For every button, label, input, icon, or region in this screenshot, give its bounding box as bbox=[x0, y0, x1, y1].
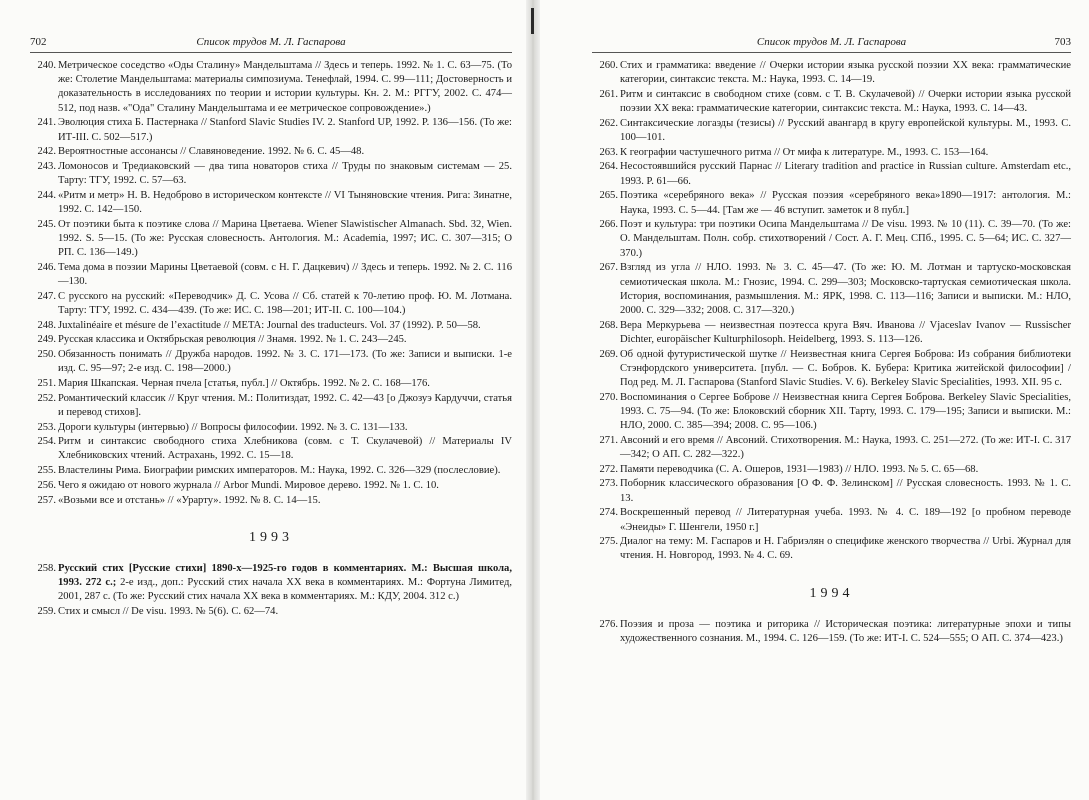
entry-number: 253. bbox=[37, 421, 56, 433]
running-header-left bbox=[30, 34, 512, 53]
entry-text: Властелины Рима. Биографии римских императоров. М.: Наука, 1992. С. 326—329 (послесловие). bbox=[58, 465, 501, 477]
entry-text: Вероятностные ассонансы // Славяноведение. 1992. № 6. С. 45—48. bbox=[58, 146, 365, 158]
entry-number: 254. bbox=[37, 436, 56, 448]
entry-text: Обязанность понимать // Дружба народов. 1992. № 3. С. 171—173. (То же: Записи и выписки. 1-е изд. С. 95—97; 2-е изд. С. 198—2000.) bbox=[58, 349, 512, 375]
bibliography-entry bbox=[30, 494, 512, 508]
entry-number: 275. bbox=[599, 536, 618, 548]
bibliography-entry bbox=[30, 59, 512, 116]
entry-text: Ритм и синтаксис свободного стиха Хлебникова (совм. с Т. Скулачевой) // Материалы IV Хлебниковских чтений. Астрахань, 1992. С. 15—18. bbox=[58, 436, 512, 462]
entry-text: Поэтика «серебряного века» // Русская поэзия «серебряного века»1890—1917: антология. М.: Наука, 1993. С. 5—44. [Там же — 46 вступит. заметок и 8 публ.] bbox=[620, 190, 1071, 216]
entry-text: Взгляд из угла // НЛО. 1993. № 3. С. 45—47. (То же: Ю. М. Лотман и тартуско-московская семиотическая школа. М.: Гнозис, 1994. С. 299—303; Московско-тартуская семиотическая школа. История, воспоминания, размышления. М.: ЯРК, 1998. С. 113—116; Записи и выписки. М.: НЛО, 2000. С. 329—332; 2008. С. 317—320.) bbox=[620, 262, 1071, 316]
entry-text: Несостоявшийся русский Парнас // Literary tradition and practice in Russian culture. Amsterdam etc., 1993. P. 61—66. bbox=[620, 161, 1071, 187]
entry-number: 269. bbox=[599, 348, 618, 360]
bibliography-entry bbox=[592, 319, 1071, 347]
entry-text: Авсоний и его время // Авсоний. Стихотворения. М.: Наука, 1993. С. 251—272. (То же: ИТ-I. С. 317—342; О АП. С. 282—322.) bbox=[620, 434, 1071, 460]
entry-text: От поэтики быта к поэтике слова // Марина Цветаева. Wiener Slawistischer Almanach. Sbd. 32, Wien. 1992. S. 5—15. (То же: Русская словесность. Антология. М.: Academia, 1997; ИС. С. 307—315; О РП. С. 136—149.) bbox=[58, 218, 512, 259]
left-page bbox=[0, 0, 526, 800]
bibliography-entry bbox=[30, 261, 512, 289]
bibliography-entry bbox=[592, 506, 1071, 534]
entry-text: Диалог на тему: М. Гаспаров и Н. Габриэлян о специфике женского творчества // Urbi. Журнал для чтения. Н. Новгород, 1993. № 4. С. 69. bbox=[620, 536, 1071, 562]
bibliography-entry bbox=[30, 160, 512, 188]
bibliography-entry bbox=[592, 535, 1071, 563]
bibliography-entry bbox=[30, 218, 512, 261]
entry-number: 242. bbox=[37, 146, 56, 158]
bibliography-entry-258 bbox=[30, 562, 512, 605]
entry-number: 273. bbox=[599, 478, 618, 490]
bibliography-entry bbox=[30, 189, 512, 217]
bibliography-entry bbox=[30, 392, 512, 420]
entry-text: Ритм и синтаксис в свободном стихе (совм. с Т. В. Скулачевой) // Очерки истории языка русской поэзии ХХ века: грамматические категории, синтаксис текста. М.: Наука, 1993. С. 14—43. bbox=[620, 88, 1071, 115]
bibliography-entry bbox=[592, 160, 1071, 188]
entry-number: 255. bbox=[37, 465, 56, 477]
entry-number: 262. bbox=[599, 117, 618, 129]
bibliography-entry bbox=[592, 618, 1071, 646]
bibliography-entry bbox=[30, 319, 512, 333]
bibliography-entry bbox=[30, 435, 512, 463]
bibliography-entry bbox=[592, 88, 1071, 116]
entry-number: 245. bbox=[37, 218, 56, 230]
entry-text: Воскрешенный перевод // Литературная учеба. 1993. № 4. С. 189—192 [о пробном переводе «Энеиды» Г. Шенгели, 1950 г.] bbox=[620, 507, 1071, 533]
entry-text: Чего я ожидаю от нового журнала // Arbor Mundi. Мировое дерево. 1992. № 1. С. 10. bbox=[58, 479, 439, 491]
entry-text: «Возьми все и отстань» // «Урарту». 1992. № 8. С. 14—15. bbox=[58, 494, 321, 506]
bibliography-entry bbox=[30, 479, 512, 493]
entry-number: 258. bbox=[37, 562, 56, 574]
bibliography-entry bbox=[592, 218, 1071, 261]
entry-text: Поэт и культура: три поэтики Осипа Мандельштама // De visu. 1993. № 10 (11). С. 39—70. (То же: О. Мандельштам. Полн. собр. стихотворений / Сост. А. Г. Мец. СПб., 1995. С. 5—64; ИС. С. 327—370.) bbox=[620, 219, 1071, 259]
entry-text: Ломоносов и Тредиаковский — два типа новаторов стиха // Труды по знаковым системам — 25. Тарту: ТГУ, 1992. С. 57—63. bbox=[58, 160, 512, 187]
entry-text: Juxtalinéaire et mésure de l’exactitude // META: Journal des traducteurs. Vol. 37 (1992). P. 50—58. bbox=[58, 319, 481, 331]
entry-number: 248. bbox=[37, 319, 56, 331]
entry-text: Поборник классического образования [О Ф. Ф. Зелинском] // Русская словесность. 1993. № 1. С. 13. bbox=[620, 478, 1071, 504]
gutter-mark bbox=[531, 8, 534, 34]
year-heading-1994: 1994 bbox=[809, 585, 854, 601]
entry-number: 241. bbox=[37, 117, 56, 129]
bibliography-entry bbox=[30, 145, 512, 159]
entry-text: Стих и смысл // De visu. 1993. № 5(6). С. 62—74. bbox=[58, 605, 279, 617]
entry-number: 267. bbox=[599, 262, 618, 274]
bibliography-entry-259 bbox=[30, 605, 512, 619]
bibliography-entry bbox=[592, 146, 1071, 160]
bibliography-entry bbox=[592, 463, 1071, 477]
bibliography-entry bbox=[592, 434, 1071, 462]
entry-text: «Ритм и метр» Н. В. Недоброво в историческом контексте // VI Тыняновские чтения. Рига: Зинатне, 1992. С. 142—150. bbox=[58, 189, 512, 216]
entry-number: 251. bbox=[37, 377, 56, 389]
entry-number: 260. bbox=[599, 60, 618, 71]
entry-number: 240. bbox=[37, 60, 56, 71]
entry-text: Воспоминания о Сергее Боброве // Неизвестная книга Сергея Боброва. Berkeley Slavic Specialities, 1993. С. 75—94. (То же: Блоковский сборник XII. Тарту, 1993. С. 179—195; Записи и выписки. М.: НЛО, 2000. С. 385—394; 2008. С. 95—106.) bbox=[620, 391, 1071, 432]
running-header-right bbox=[592, 34, 1071, 53]
entry-text: Дороги культуры (интервью) // Вопросы философии. 1992. № 3. С. 131—133. bbox=[58, 421, 408, 433]
bibliography-entry bbox=[592, 117, 1071, 145]
entry-number: 246. bbox=[37, 261, 56, 273]
bibliography-entry bbox=[30, 348, 512, 376]
entry-text: К географии частушечного ритма // От мифа к литературе. М., 1993. С. 153—164. bbox=[620, 146, 989, 158]
entry-text: Эволюция стиха Б. Пастернака // Stanford Slavic Studies IV. 2. Stanford UP, 1992. P. 136—156. (То же: ИТ-III. С. 502—517.) bbox=[58, 117, 512, 143]
bibliography-entry bbox=[592, 59, 1071, 87]
entry-number: 261. bbox=[599, 88, 618, 100]
entry-number: 265. bbox=[599, 190, 618, 202]
entry-number: 259. bbox=[37, 605, 56, 617]
running-title-right: Список трудов М. Л. Гаспарова bbox=[756, 36, 907, 48]
bibliography-entry bbox=[592, 391, 1071, 434]
bibliography-entry bbox=[30, 116, 512, 144]
bibliography-entry bbox=[30, 464, 512, 478]
entry-text: Романтический классик // Круг чтения. М.: Политиздат, 1992. С. 42—43 [о Джозуэ Кардуччи, статья и перевод стихов]. bbox=[58, 392, 512, 418]
bibliography-entry bbox=[30, 377, 512, 391]
entry-number: 256. bbox=[37, 479, 56, 491]
bibliography-entry bbox=[30, 333, 512, 347]
page-number-left: 702 bbox=[30, 36, 47, 48]
bibliography-entry bbox=[592, 261, 1071, 318]
entry-number: 247. bbox=[37, 290, 56, 302]
entry-number: 274. bbox=[599, 507, 618, 519]
entry-number: 271. bbox=[599, 434, 618, 446]
bibliography-entry bbox=[592, 477, 1071, 505]
entries-list-1993 bbox=[592, 59, 1071, 564]
entries-list-1994 bbox=[592, 618, 1071, 646]
entry-text: Памяти переводчика (С. А. Ошеров, 1931—1983) // НЛО. 1993. № 5. С. 65—68. bbox=[620, 463, 979, 475]
bibliography-entry bbox=[592, 348, 1071, 391]
bibliography-entry bbox=[592, 189, 1071, 217]
right-page bbox=[540, 0, 1089, 800]
year-heading-1993: 1993 bbox=[249, 529, 293, 545]
bibliography-entry bbox=[30, 290, 512, 318]
entry-number: 257. bbox=[37, 494, 56, 506]
book-gutter bbox=[526, 0, 540, 800]
entry-number: 250. bbox=[37, 349, 56, 361]
entries-list-1992 bbox=[30, 59, 512, 508]
entry-number: 243. bbox=[37, 160, 56, 172]
running-title-left: Список трудов М. Л. Гаспарова bbox=[196, 36, 346, 48]
entry-text: Метрическое соседство «Оды Сталину» Мандельштама // Здесь и теперь. 1992. № 1. С. 63—75. (То же: Столетие Мандельштама: материалы симпозиума. Тенефлай, 1994. С. 99—111; Достоверность и доказательность в исследованиях по теории и истории культуры. Кн. 2. М.: РГГУ, 2002. С. 474—512, под назв. «"Ода" Сталину Мандельштама и ее метрическое сопровождение».) bbox=[58, 60, 512, 114]
bibliography-entry bbox=[30, 421, 512, 435]
entry-text: Тема дома в поэзии Марины Цветаевой (совм. с Н. Г. Дацкевич) // Здесь и теперь. 1992. № 2. С. 116—130. bbox=[58, 261, 512, 288]
entry-text: 2-е изд., доп.: Русский стих начала ХХ века в комментариях. М.: Фортуна Лимитед, 2001, 287 с. (То же: Русский стих начала ХХ века в комментариях. М.: КДУ, 2004. 312 с.) bbox=[58, 577, 512, 603]
entry-text: Об одной футуристической шутке // Неизвестная книга Сергея Боброва: Из собрания библиотеки Стэнфордского университета. [публ. — С. Бобров. К. Бубера: Критика житейской философии] / Под ред. М. Л. Гаспарова (Stanford Slavic Studies. V. 6). Berkeley Slavic Specialities, 1993. XII. 95 с. bbox=[620, 348, 1071, 388]
entry-text: Мария Шкапская. Черная пчела [статья, публ.] // Октябрь. 1992. № 2. С. 168—176. bbox=[58, 377, 430, 389]
entry-number: 252. bbox=[37, 392, 56, 404]
entry-number: 249. bbox=[37, 334, 56, 346]
entry-number: 266. bbox=[599, 219, 618, 231]
entry-text: Русская классика и Октябрьская революция // Знамя. 1992. № 1. С. 243—245. bbox=[58, 334, 407, 346]
entry-number: 264. bbox=[599, 161, 618, 173]
entry-text: Вера Меркурьева — неизвестная поэтесса круга Вяч. Иванова // Vjaceslav Ivanov — Russischer Dichter, europäischer Kulturphilosoph. Heidelberg, 1993. S. 113—126. bbox=[620, 319, 1071, 345]
entry-number: 268. bbox=[599, 319, 618, 331]
entry-text: Поэзия и проза — поэтика и риторика // Историческая поэтика: литературные эпохи и типы художественного сознания. М., 1994. С. 126—159. (То же: ИТ-I. С. 524—555; О АП. С. 374—423.) bbox=[620, 618, 1071, 644]
entry-number: 244. bbox=[37, 189, 56, 201]
entry-number: 272. bbox=[599, 463, 618, 475]
entry-number: 270. bbox=[599, 391, 618, 403]
entry-bold-title: Русский стих [Русские стихи] 1890-х—1925-го годов в комментариях. М.: Высшая школа, 1993. 272 с.; bbox=[58, 562, 512, 588]
entry-text: С русского на русский: «Переводчик» Д. С. Усова // Сб. статей к 70-летию проф. Ю. М. Лотмана. Тарту: ТГУ, 1992. С. 434—439. (То же: ИС. С. 198—201; ИТ-II. С. 100—104.) bbox=[58, 290, 512, 316]
entry-number: 263. bbox=[599, 146, 618, 158]
entry-text: Синтаксические логаэды (тезисы) // Русский авангард в кругу европейской культуры. М., 1993. С. 100—101. bbox=[620, 117, 1071, 144]
page-number-right: 703 bbox=[1054, 36, 1071, 48]
entry-number: 276. bbox=[599, 618, 618, 630]
entry-text: Стих и грамматика: введение // Очерки истории языка русской поэзии ХХ века: грамматические категории, синтаксис текста. М.: Наука, 1993. С. 14—19. bbox=[620, 60, 1071, 86]
